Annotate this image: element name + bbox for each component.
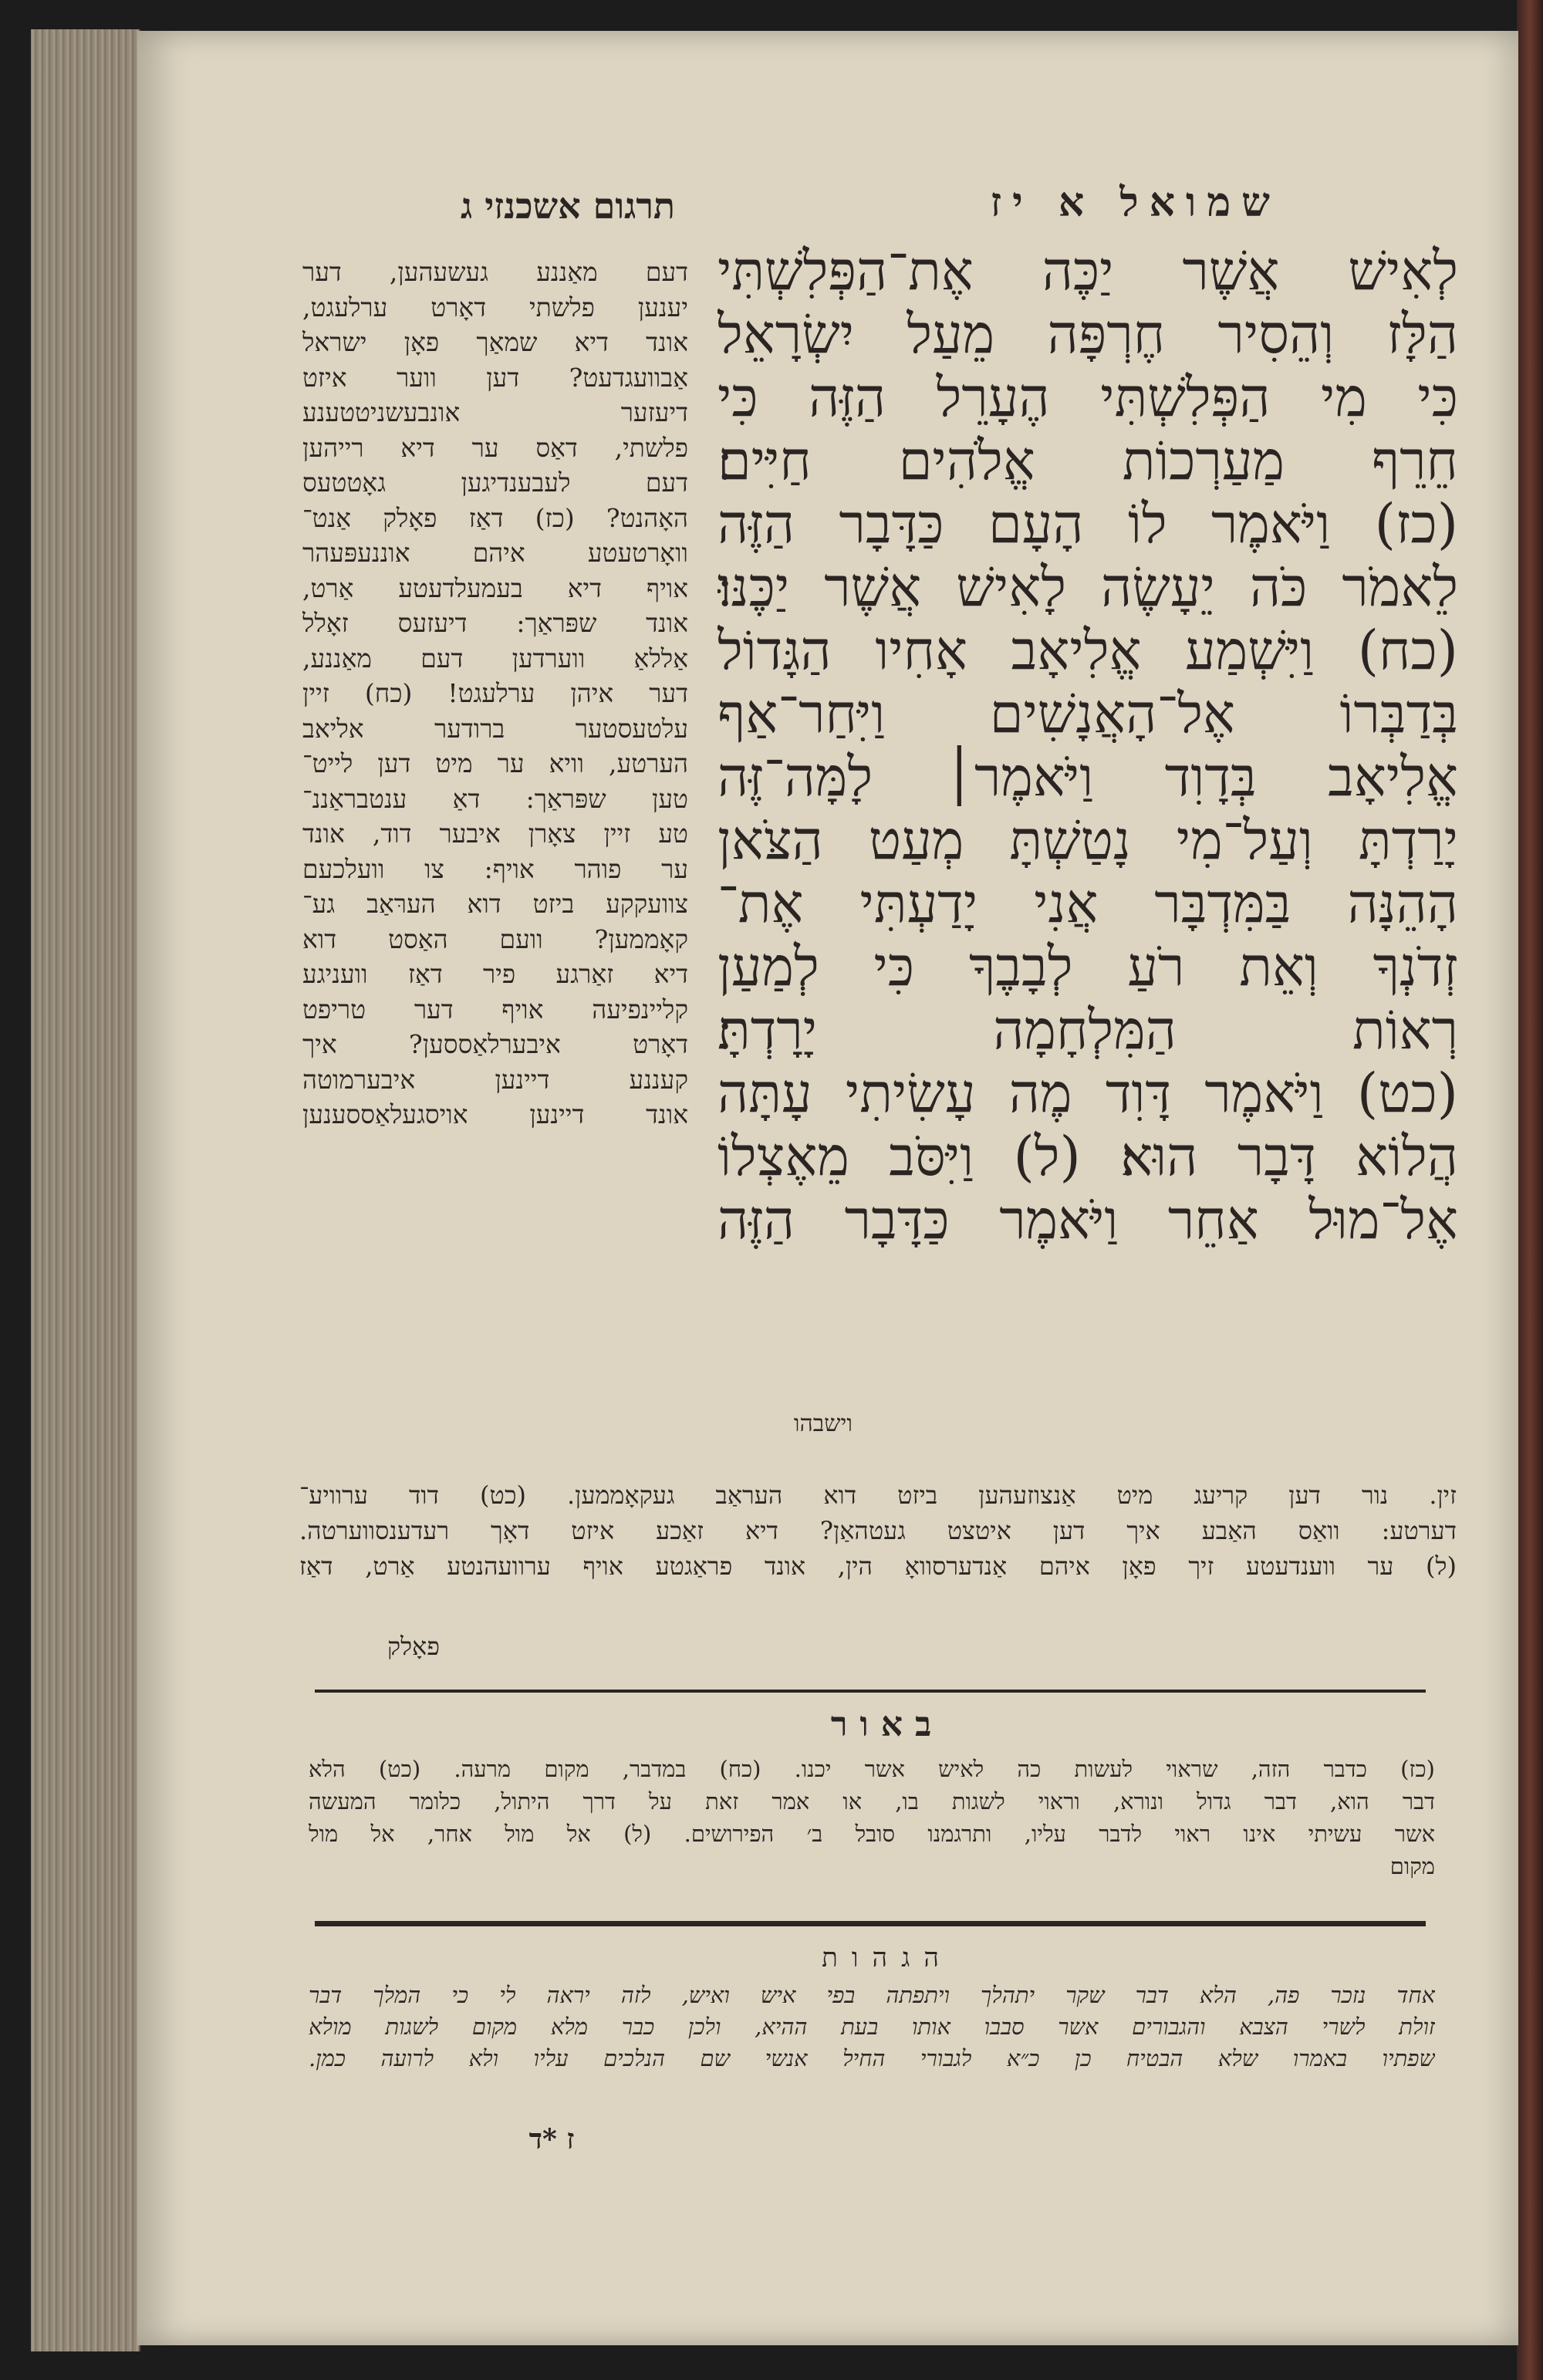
- translation-line: דיעזער אונבעשניטטענע: [302, 397, 688, 427]
- divider-rule-thick: [315, 1921, 1426, 1926]
- hebrew-line: רְאוֹת הַמִּלְחָמָה יָרָדְתָּ׃: [717, 998, 1458, 1062]
- hebrew-line: (כט) וַיֹּאמֶר דָּוִד מֶה עָשִׂיתִי עָתָּה: [717, 1062, 1458, 1125]
- divider-rule: [315, 1690, 1426, 1693]
- book-page-edges: [31, 29, 140, 2351]
- hebrew-line: בְּדַבְּרוֹ אֶל־הָאֲנָשִׁים וַיִּחַר־אַף: [717, 682, 1458, 745]
- translation-line: דעם מאַננע געשעהען, דער: [302, 257, 688, 287]
- hebrew-line: (כז) וַיֹּאמֶר לוֹ הָעָם כַּדָּבָר הַזֶּה: [717, 492, 1458, 555]
- translation-line: האָהנט? (כז) דאַז פאָלק אַנט־: [302, 502, 688, 533]
- hebrew-line: הֲלוֹא דָּבָר הוּא׃ (ל) וַיִּסֹּב מֵאֶצְלוֹ: [717, 1125, 1458, 1188]
- hagahot-notes: [309, 1980, 1435, 2111]
- translation-line: אַללאַ ווערדען דעם מאַננע,: [302, 643, 688, 673]
- translation-line: טען שפּראַך: דאַ ענטבראַננ־: [302, 783, 688, 814]
- translation-full-line: זין. נור דען קריעג מיט אַנצוזעהען ביזט דוא העראַב געקאָממען. (כט) דוד ערוויע־: [299, 1480, 1457, 1510]
- catchword: וישבהו: [793, 1410, 853, 1437]
- translation-line: טע זיין צאָרן איבער דוד, אונד: [302, 819, 688, 849]
- hebrew-line: חֵרֵף מַעַרְכוֹת אֱלֹהִים חַיִּים׃: [717, 429, 1458, 492]
- hebrew-line: כִּי מִי הַפְּלִשְׁתִּי הֶעָרֵל הַזֶּה כִּי: [717, 366, 1458, 429]
- biur-heading: באור: [830, 1705, 944, 1744]
- translation-line: פלשתי, דאַס ער דיא רייהען: [302, 432, 688, 463]
- translation-line: דער איהן ערלעגט! (כח) זיין: [302, 678, 688, 708]
- translation-line: אויף דיא בעמעלדעטע אַרט,: [302, 572, 688, 603]
- translation-line: דיא זאַרגע פיר דאַז וועניגע: [302, 959, 688, 989]
- hagahot-line: שפתיו באמרו שלא הבטיח כן כ״א לגבורי החיל אנשי שם הנלכים עליו ולא לרועה כמן.: [309, 2045, 1435, 2071]
- translation-line: קעננע דיינען איבערמוטה: [302, 1064, 688, 1095]
- translation-line: דאָרט איבערלאַססען? איך: [302, 1029, 688, 1059]
- translation-continuation: [299, 1477, 1457, 1609]
- translation-line: אונד דיא שמאַך פאָן ישראל: [302, 327, 688, 357]
- translation-line: אונד שפּראַך: דיעזעס זאָלל: [302, 608, 688, 638]
- hagahot-line: אחד נזכר פה, הלא דבר שקר יתהלך ויתפתה בפי איש ואיש, לזה יראה לי כי המלך דבר: [309, 1982, 1435, 2008]
- book-binding: [1517, 0, 1543, 2380]
- translation-line: וואָרטעטע איהם אוננעפּעהר: [302, 538, 688, 568]
- translation-line: דעם לעבענדיגען גאָטטעס: [302, 468, 688, 498]
- translation-line: יענען פלשתי דאָרט ערלעגט,: [302, 292, 688, 322]
- hagahot-heading: הגהות: [822, 1943, 953, 1973]
- translation-line: ער פוהר אויף: צו וועלכעם: [302, 853, 688, 884]
- hebrew-line: (כח) וַיִּשְׁמַע אֱלִיאָב אָחִיו הַגָּדוֹל: [717, 619, 1458, 682]
- translation-line: אַבוועגדעט? דען ווער איזט: [302, 362, 688, 393]
- hebrew-line: אֶל־מוּל אַחֵר וַיֹּאמֶר כַּדָּבָר הַזֶּה: [717, 1188, 1458, 1251]
- running-header-translation: תרגום אשכנזי ג: [461, 185, 675, 227]
- translation-catchword: פאָלק: [387, 1632, 440, 1661]
- biur-commentary: [309, 1753, 1435, 1915]
- translation-column: [302, 255, 688, 1474]
- hebrew-line: לֵאמֹר כֹּה יֵעָשֶׂה לָאִישׁ אֲשֶׁר יַכֶּנּוּ׃: [717, 555, 1458, 619]
- translation-line: צוועקקע ביזט דוא הערּאַב גע־: [302, 889, 688, 919]
- hebrew-line: הָהֵנָּה בַּמִּדְבָּר אֲנִי יָדַעְתִּי אֶת־: [717, 872, 1458, 935]
- hagahot-line: זולת לשרי הצבא והגבורים אשר סבבו אותו בעת ההיא, ולכן כבר מלא מקום לשגות מולא: [309, 2014, 1435, 2040]
- translation-line: קליינפיעה אויף דער טריפט: [302, 994, 688, 1025]
- signature-mark: ז *ד: [528, 2123, 575, 2156]
- translation-line: הערטע, וויא ער מיט דען לייט־: [302, 748, 688, 778]
- hebrew-line: אֱלִיאָב בְּדָוִד וַיֹּאמֶר׀ לָמָּה־זֶּה: [717, 745, 1458, 809]
- hebrew-line: זְדֹנְךָ וְאֵת רֹעַ לְבָבֶךָ כִּי לְמַעַן: [717, 935, 1458, 998]
- hebrew-text-column: [717, 239, 1458, 1373]
- biur-line: אשר עשיתי אינו ראוי לדבר עליו, ותרגמנו סובל ב׳ הפירושים. (ל) אל מול אחר, אל מול: [309, 1821, 1435, 1847]
- biur-line: (כז) כדבר הזה, שראוי לעשות כה לאיש אשר יכנו. (כח) במדבר, מקום מרעה. (כט) הלא: [309, 1756, 1435, 1782]
- translation-line: קאָממען? וועם האַסט דוא: [302, 923, 688, 954]
- biur-line: מקום: [1389, 1853, 1435, 1879]
- running-header-hebrew: שמואל א יז: [990, 179, 1281, 226]
- translation-line: עלטעסטער ברודער אליאב: [302, 713, 688, 744]
- hebrew-line: הַלָּז וְהֵסִיר חֶרְפָּה מֵעַל יִשְׂרָאֵל: [717, 302, 1458, 366]
- hebrew-line: לְאִישׁ אֲשֶׁר יַכֶּה אֶת־הַפְּלִשְׁתִּי: [717, 239, 1458, 302]
- translation-full-line: דערטע: וואַס האַבע איך דען איטצט געטהאַן? דיא זאַכע איזט דאָך רעדענסווערטה.: [299, 1516, 1457, 1545]
- biur-line: דבר הוא, דבר גדול ונורא, וראוי לשגות בו, או אמר זאת על דרך היתול, כלומר המעשה: [309, 1788, 1435, 1815]
- translation-line: אונד דיינען אויסגעלאַססענען: [302, 1099, 688, 1129]
- hebrew-line: יָרַדְתָּ וְעַל־מִי נָטַשְׁתָּ מְעַט הַצֹּאן: [717, 809, 1458, 872]
- translation-full-line: (ל) ער ווענדעטע זיך פאָן איהם אַנדערסוואָ הין, אונד פראַגטע אויף ערוועהנטע אַרט, דאַז: [299, 1551, 1457, 1581]
